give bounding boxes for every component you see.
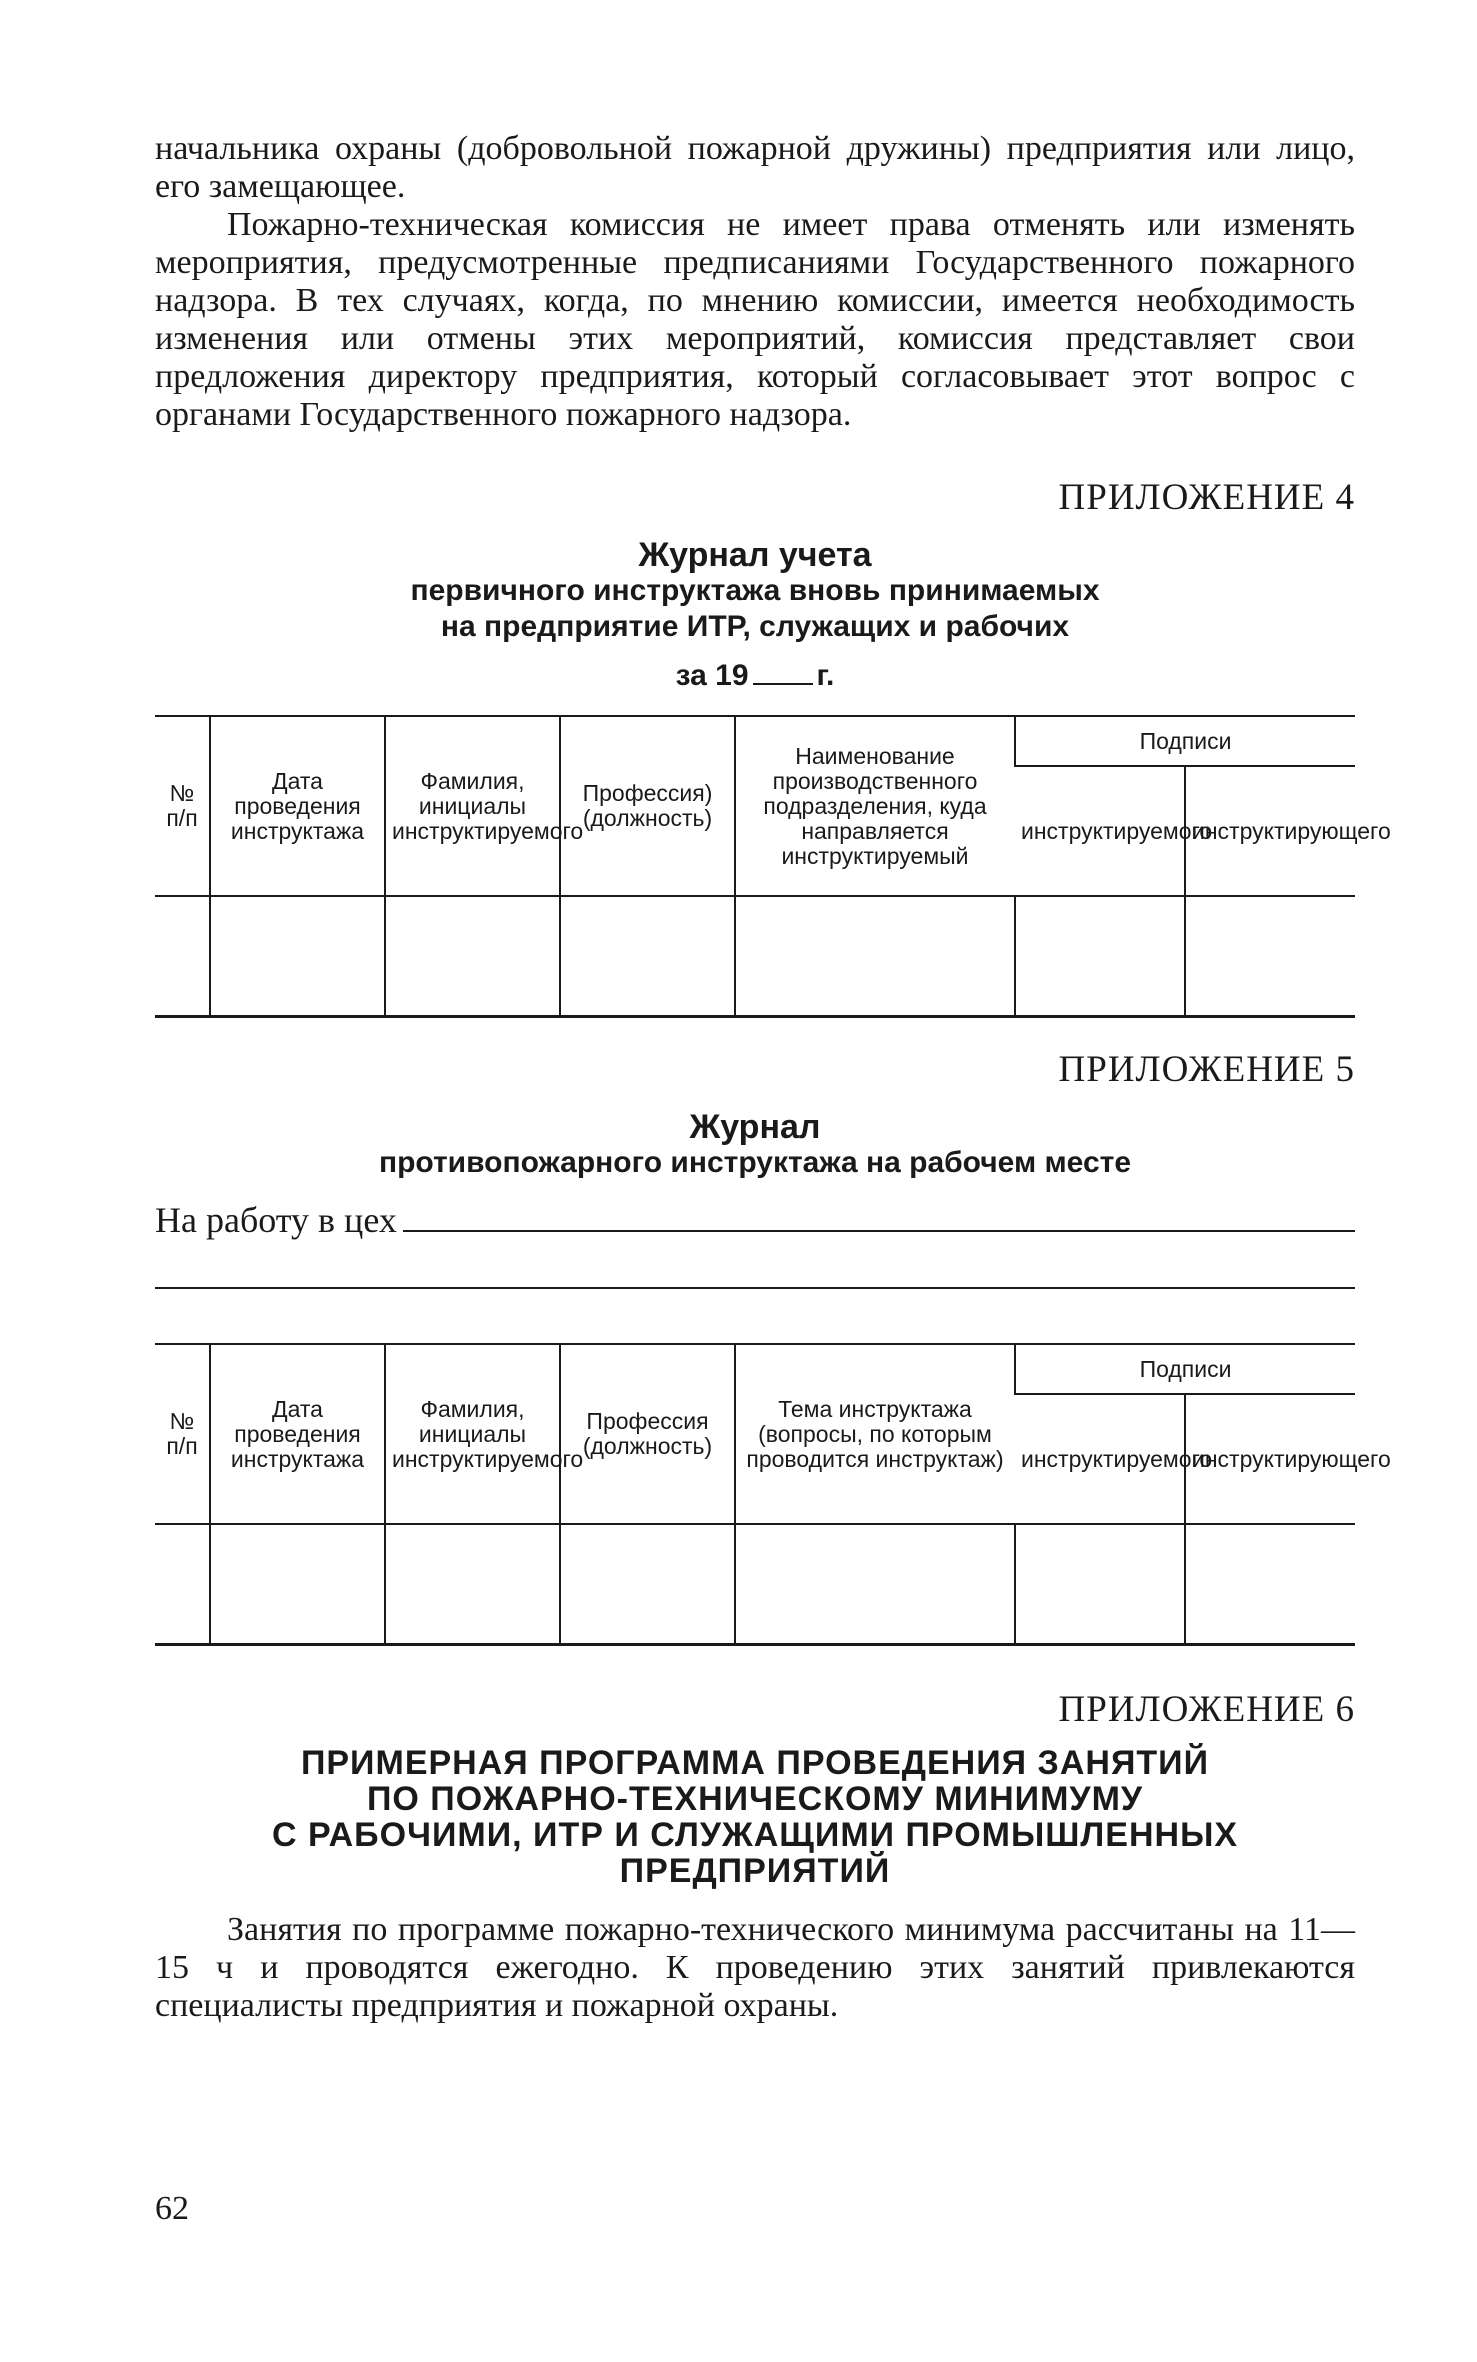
col-sign-instructor-header: инструктирующего — [1185, 766, 1355, 896]
col-profession-header: Профессия) (должность) — [560, 716, 735, 896]
col-number-header: № п/п — [155, 716, 210, 896]
appendix-4-title-line-3: на предприятие ИТР, служащих и рабочих — [440, 610, 1070, 643]
col-date-header: Дата проведения инструктажа — [210, 1344, 385, 1524]
page-body — [155, 130, 1391, 2025]
table-row — [155, 896, 1355, 1017]
year-blank — [753, 659, 813, 685]
blank-line — [155, 1287, 1355, 1289]
appendix-6-paragraph: Занятия по программе пожарно-технического минимума рассчитаны на 11—15 ч и проводятся ежегодно. К проведению этих занятий привлекаются специалисты предприятия и пожарной охраны. — [155, 1911, 1355, 2024]
appendix-5-title-line-2: противопожарного инструктажа на рабочем месте — [378, 1146, 1132, 1179]
journal-year — [155, 659, 1355, 693]
col-department-header: Наименование производственного подразделения, куда направляется инструктируемый — [735, 716, 1015, 896]
appendix-4-title-line-1: Журнал учета — [638, 536, 872, 574]
col-date-header: Дата проведения инструктажа — [210, 716, 385, 896]
appendix-4-label: ПРИЛОЖЕНИЕ 4 — [1058, 477, 1355, 518]
workshop-field — [155, 1199, 1355, 1241]
col-signatures-header: Подписи — [1015, 716, 1355, 766]
table-row — [155, 1524, 1355, 1645]
appendix-5-table — [155, 1343, 1391, 1646]
workshop-label: На работу в цех — [155, 1200, 397, 1240]
page-number: 62 — [155, 2190, 189, 2227]
year-prefix: за 19 — [675, 659, 749, 692]
appendix-6-title-line-4: ПРЕДПРИЯТИЙ — [619, 1852, 891, 1890]
col-name-header: Фамилия, инициалы инструктируемого — [385, 1344, 560, 1524]
appendix-6-title-line-3: С РАБОЧИМИ, ИТР И СЛУЖАЩИМИ ПРОМЫШЛЕННЫХ — [271, 1816, 1239, 1854]
appendix-5-label: ПРИЛОЖЕНИЕ 5 — [1058, 1049, 1355, 1090]
appendix-4-title-line-2: первичного инструктажа вновь принимаемых — [410, 574, 1100, 607]
col-sign-instructor-header: инструктирующего — [1185, 1394, 1355, 1524]
appendix-6-label: ПРИЛОЖЕНИЕ 6 — [1058, 1689, 1355, 1730]
col-profession-header: Профессия (должность) — [560, 1344, 735, 1524]
appendix-6-title-line-2: ПО ПОЖАРНО-ТЕХНИЧЕСКОМУ МИНИМУМУ — [366, 1780, 1144, 1818]
year-suffix: г. — [816, 659, 835, 692]
col-sign-instructed-header: инструктируемого — [1015, 766, 1185, 896]
col-sign-instructed-header: инструктируемого — [1015, 1394, 1185, 1524]
col-name-header: Фамилия, инициалы инструктируемого — [385, 716, 560, 896]
col-signatures-header: Подписи — [1015, 1344, 1355, 1394]
intro-paragraph-2: Пожарно-техническая комиссия не имеет права отменять или изменять мероприятия, предусмотренные предписаниями Государственного пожарного надзора. В тех случаях, когда, по мнению комиссии, имеется необходимость изменения или отмены этих мероприятий, комиссия представляет свои предложения директору предприятия, который согласовывает этот вопрос с органами Государственного пожарного надзора. — [155, 206, 1355, 433]
appendix-6-title-line-1: ПРИМЕРНАЯ ПРОГРАММА ПРОВЕДЕНИЯ ЗАНЯТИЙ — [300, 1744, 1210, 1782]
col-topic-header: Тема инструктажа (вопросы, по которым проводится инструктаж) — [735, 1344, 1015, 1524]
appendix-5-title-line-1: Журнал — [689, 1108, 821, 1146]
col-number-header: № п/п — [155, 1344, 210, 1524]
appendix-4-table — [155, 715, 1391, 1018]
workshop-blank — [403, 1202, 1355, 1232]
intro-paragraph-1: начальника охраны (добровольной пожарной дружины) предприятия или лицо, его замещающее. — [155, 130, 1355, 205]
